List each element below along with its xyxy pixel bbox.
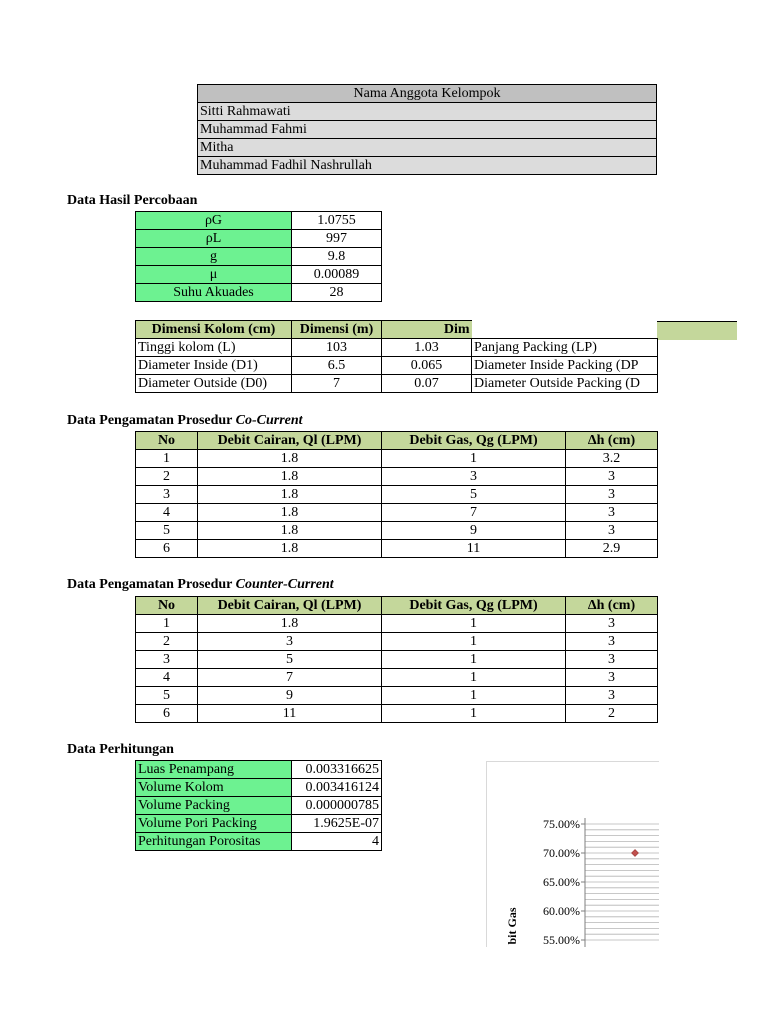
table-cell: 1.8 bbox=[198, 468, 382, 486]
col-header: No bbox=[136, 597, 198, 615]
title-prefix: Data Pengamatan Prosedur bbox=[67, 577, 236, 592]
param-label: μ bbox=[136, 266, 292, 284]
table-row bbox=[136, 633, 658, 651]
table-row bbox=[136, 833, 382, 851]
col-header: Debit Gas, Qg (LPM) bbox=[382, 597, 566, 615]
table-row bbox=[136, 522, 658, 540]
table-cell: 3.2 bbox=[566, 450, 658, 468]
table-cell: 1.8 bbox=[198, 450, 382, 468]
table-cell: 7 bbox=[382, 504, 566, 522]
perhitungan-table bbox=[135, 760, 382, 851]
table-row bbox=[136, 468, 658, 486]
dim-packing: Panjang Packing (LP) bbox=[472, 339, 658, 357]
table-row bbox=[136, 705, 658, 723]
table-cell: 1.8 bbox=[198, 486, 382, 504]
param-value: 997 bbox=[292, 230, 382, 248]
calc-value: 0.003416124 bbox=[292, 779, 382, 797]
col-header: Δh (cm) bbox=[566, 597, 658, 615]
table-row bbox=[136, 284, 382, 302]
table-row bbox=[136, 230, 382, 248]
table-cell: 3 bbox=[566, 468, 658, 486]
calc-label: Volume Packing bbox=[136, 797, 292, 815]
table-row bbox=[136, 761, 382, 779]
table-cell: 1.8 bbox=[198, 504, 382, 522]
param-label: ρG bbox=[136, 212, 292, 230]
members-table bbox=[197, 84, 657, 175]
dim-m: 1.03 bbox=[382, 339, 472, 357]
table-cell: 5 bbox=[198, 651, 382, 669]
col-header: Δh (cm) bbox=[566, 432, 658, 450]
dim-cm: 7 bbox=[292, 375, 382, 393]
col-header: Dimensi (m) bbox=[292, 321, 382, 339]
table-cell: 1 bbox=[382, 615, 566, 633]
table-row bbox=[136, 450, 658, 468]
table-row bbox=[136, 815, 382, 833]
table-cell: 1.8 bbox=[198, 540, 382, 558]
table-cell: 1.8 bbox=[198, 615, 382, 633]
param-label: ρL bbox=[136, 230, 292, 248]
table-cell: 3 bbox=[566, 669, 658, 687]
table-row bbox=[136, 669, 658, 687]
dim-m: 0.065 bbox=[382, 357, 472, 375]
y-tick-label: 60.00% bbox=[543, 904, 580, 918]
countercurrent-table bbox=[135, 596, 658, 723]
col-header: Debit Gas, Qg (LPM) bbox=[382, 432, 566, 450]
table-cell: 6 bbox=[136, 540, 198, 558]
calc-value: 4 bbox=[292, 833, 382, 851]
table-cell: 2.9 bbox=[566, 540, 658, 558]
dimensi-table bbox=[135, 320, 658, 393]
title-prefix: Data Pengamatan Prosedur bbox=[67, 413, 236, 428]
param-value: 9.8 bbox=[292, 248, 382, 266]
title-italic: Co-Current bbox=[235, 413, 303, 428]
dim-cm: 6.5 bbox=[292, 357, 382, 375]
table-cell: 4 bbox=[136, 504, 198, 522]
table-cell: 1 bbox=[136, 450, 198, 468]
table-row bbox=[136, 615, 658, 633]
col-header: No bbox=[136, 432, 198, 450]
table-row bbox=[136, 486, 658, 504]
scatter-chart bbox=[487, 762, 659, 947]
table-cell: 3 bbox=[566, 504, 658, 522]
calc-value: 0.003316625 bbox=[292, 761, 382, 779]
dim-name: Tinggi kolom (L) bbox=[136, 339, 292, 357]
table-cell: 3 bbox=[566, 651, 658, 669]
table-cell: 3 bbox=[382, 468, 566, 486]
member-name: Mitha bbox=[198, 139, 657, 157]
calc-value: 0.000000785 bbox=[292, 797, 382, 815]
dim-name: Diameter Inside (D1) bbox=[136, 357, 292, 375]
col-header: Debit Cairan, Ql (LPM) bbox=[198, 432, 382, 450]
param-value: 1.0755 bbox=[292, 212, 382, 230]
y-tick-label: 65.00% bbox=[543, 875, 580, 889]
table-cell: 3 bbox=[566, 687, 658, 705]
calc-label: Perhitungan Porositas bbox=[136, 833, 292, 851]
y-tick-label: 75.00% bbox=[543, 817, 580, 831]
table-cell: 5 bbox=[136, 687, 198, 705]
y-tick-label: 55.00% bbox=[543, 933, 580, 947]
col-header: Debit Cairan, Ql (LPM) bbox=[198, 597, 382, 615]
table-row bbox=[136, 540, 658, 558]
perhitungan-title: Data Perhitungan bbox=[67, 742, 174, 757]
table-cell: 1 bbox=[382, 633, 566, 651]
table-cell: 11 bbox=[382, 540, 566, 558]
title-italic: Counter-Current bbox=[235, 577, 334, 592]
table-row bbox=[136, 687, 658, 705]
table-cell: 2 bbox=[566, 705, 658, 723]
table-row bbox=[136, 357, 658, 375]
table-cell: 3 bbox=[136, 651, 198, 669]
table-cell: 1 bbox=[382, 651, 566, 669]
calc-label: Volume Kolom bbox=[136, 779, 292, 797]
dim-m: 0.07 bbox=[382, 375, 472, 393]
calc-value: 1.9625E-07 bbox=[292, 815, 382, 833]
y-axis-label: bit Gas bbox=[505, 907, 519, 945]
table-cell: 3 bbox=[566, 615, 658, 633]
table-cell: 5 bbox=[382, 486, 566, 504]
table-cell: 1 bbox=[382, 450, 566, 468]
cocurrent-title bbox=[67, 413, 303, 429]
table-row bbox=[136, 797, 382, 815]
table-row bbox=[136, 651, 658, 669]
table-row bbox=[136, 339, 658, 357]
dim-name: Diameter Outside (D0) bbox=[136, 375, 292, 393]
dim-packing: Diameter Outside Packing (D bbox=[472, 375, 658, 393]
param-value: 0.00089 bbox=[292, 266, 382, 284]
table-row bbox=[136, 779, 382, 797]
table-cell: 9 bbox=[382, 522, 566, 540]
data-point bbox=[632, 850, 639, 857]
table-row bbox=[136, 504, 658, 522]
hasil-title: Data Hasil Percobaan bbox=[67, 193, 198, 208]
table-cell: 1 bbox=[382, 669, 566, 687]
table-cell: 2 bbox=[136, 633, 198, 651]
table-cell: 3 bbox=[566, 486, 658, 504]
table-row bbox=[136, 248, 382, 266]
table-cell: 6 bbox=[136, 705, 198, 723]
member-name: Muhammad Fadhil Nashrullah bbox=[198, 157, 657, 175]
y-tick-label: 70.00% bbox=[543, 846, 580, 860]
calc-label: Volume Pori Packing bbox=[136, 815, 292, 833]
member-name: Muhammad Fahmi bbox=[198, 121, 657, 139]
param-label: Suhu Akuades bbox=[136, 284, 292, 302]
param-label: g bbox=[136, 248, 292, 266]
table-cell: 11 bbox=[198, 705, 382, 723]
chart-area bbox=[486, 761, 659, 947]
member-name: Sitti Rahmawati bbox=[198, 103, 657, 121]
table-cell: 7 bbox=[198, 669, 382, 687]
table-cell: 1 bbox=[382, 705, 566, 723]
hasil-table bbox=[135, 211, 382, 302]
members-header: Nama Anggota Kelompok bbox=[198, 85, 657, 103]
countercurrent-title bbox=[67, 577, 334, 593]
table-row bbox=[136, 266, 382, 284]
table-cell: 1 bbox=[136, 615, 198, 633]
table-cell: 4 bbox=[136, 669, 198, 687]
table-row bbox=[136, 212, 382, 230]
dim-header-overflow bbox=[657, 321, 737, 340]
table-cell: 3 bbox=[566, 522, 658, 540]
col-header: Dim bbox=[382, 321, 472, 339]
dim-cm: 103 bbox=[292, 339, 382, 357]
col-header: Dimensi Kolom (cm) bbox=[136, 321, 292, 339]
table-cell: 3 bbox=[198, 633, 382, 651]
table-cell: 3 bbox=[136, 486, 198, 504]
cocurrent-table bbox=[135, 431, 658, 558]
table-cell: 5 bbox=[136, 522, 198, 540]
dim-packing: Diameter Inside Packing (DP bbox=[472, 357, 658, 375]
table-row bbox=[136, 375, 658, 393]
table-cell: 1 bbox=[382, 687, 566, 705]
table-cell: 9 bbox=[198, 687, 382, 705]
calc-label: Luas Penampang bbox=[136, 761, 292, 779]
table-cell: 1.8 bbox=[198, 522, 382, 540]
param-value: 28 bbox=[292, 284, 382, 302]
table-cell: 3 bbox=[566, 633, 658, 651]
table-cell: 2 bbox=[136, 468, 198, 486]
